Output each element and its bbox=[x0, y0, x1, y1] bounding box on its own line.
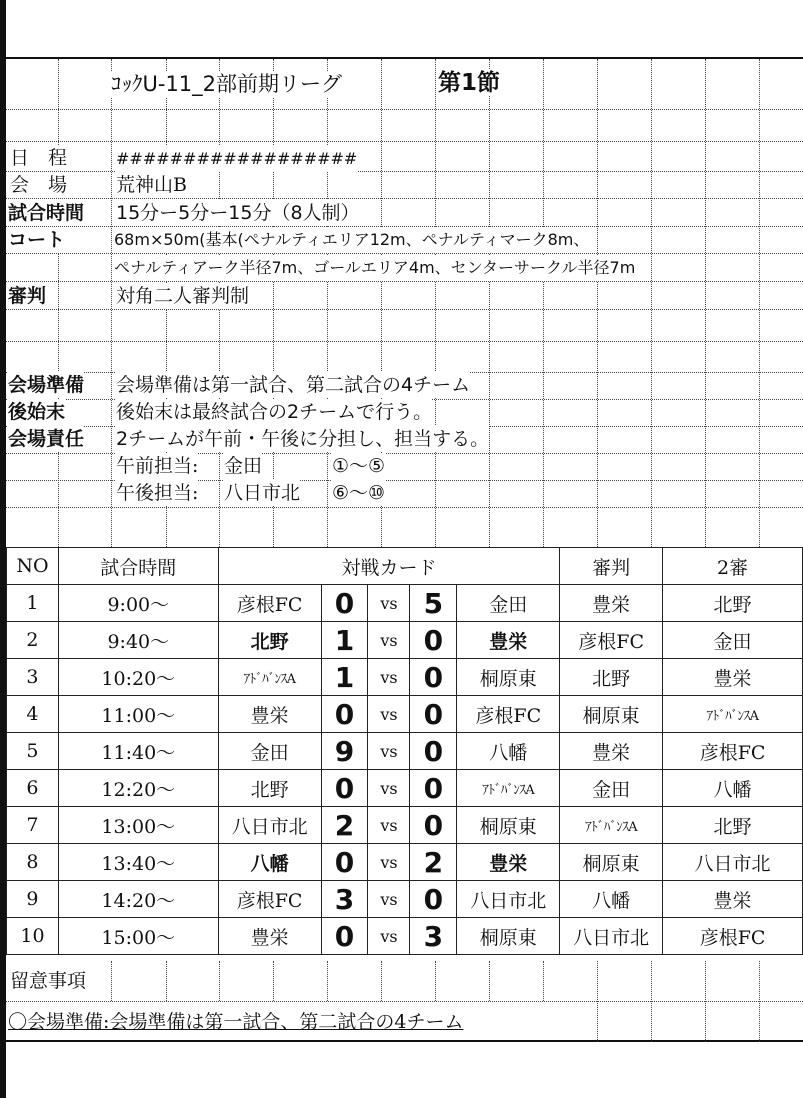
grid-line bbox=[273, 59, 274, 547]
home-team: 彦根FC bbox=[218, 881, 321, 918]
grid-line bbox=[166, 961, 167, 1001]
responsibility-value: 2チームが午前・午後に分担し、担当する。 bbox=[116, 428, 490, 450]
referee-label: 審判 bbox=[8, 285, 47, 307]
table-row bbox=[7, 881, 803, 918]
match-time: 15:00～ bbox=[58, 918, 218, 955]
vs-label: vs bbox=[368, 585, 410, 622]
vs-label: vs bbox=[368, 807, 410, 844]
court-line-1: 68m×50m(基本(ペナルティエリア12m、ペナルティマーク8m、 bbox=[114, 227, 589, 253]
vs-label: vs bbox=[368, 696, 410, 733]
referee: 豊栄 bbox=[560, 585, 663, 622]
grid-line bbox=[543, 59, 544, 547]
header-card: 対戦カード bbox=[218, 548, 560, 585]
home-score: 1 bbox=[321, 622, 368, 659]
home-team: 金田 bbox=[218, 733, 321, 770]
home-score: 0 bbox=[321, 918, 368, 955]
match-no: 4 bbox=[7, 696, 59, 733]
home-team: 豊栄 bbox=[218, 696, 321, 733]
setup-value: 会場準備は第一試合、第二試合の4チーム bbox=[116, 374, 471, 396]
home-score: 1 bbox=[321, 659, 368, 696]
round-label: 第1節 bbox=[438, 70, 506, 96]
away-team: 八幡 bbox=[457, 733, 560, 770]
grid-line bbox=[597, 59, 598, 547]
cleanup-label: 後始末 bbox=[8, 401, 66, 423]
referee: 八日市北 bbox=[560, 918, 663, 955]
notes-item: 〇会場準備:会場準備は第一試合、第二試合の4チーム bbox=[8, 1011, 464, 1033]
match-time: 12:20～ bbox=[58, 770, 218, 807]
grid-line bbox=[759, 961, 760, 1042]
match-no: 3 bbox=[7, 659, 59, 696]
match-time: 13:00～ bbox=[58, 807, 218, 844]
grid-line bbox=[111, 59, 112, 547]
grid-line bbox=[597, 961, 598, 1042]
grid-line bbox=[6, 309, 803, 310]
match-no: 8 bbox=[7, 844, 59, 881]
table-row bbox=[7, 659, 803, 696]
pm-duty-range: ⑥～⑩ bbox=[332, 482, 386, 504]
grid-line bbox=[327, 961, 328, 1001]
second-referee: 金田 bbox=[663, 622, 803, 659]
match-time: 11:40～ bbox=[58, 733, 218, 770]
referee: 豊栄 bbox=[560, 733, 663, 770]
referee-value: 対角二人審判制 bbox=[116, 285, 250, 307]
match-schedule-table bbox=[6, 547, 803, 955]
schedule-sheet bbox=[6, 57, 803, 1042]
home-team: 八幡 bbox=[218, 844, 321, 881]
home-score: 0 bbox=[321, 585, 368, 622]
second-referee: 豊栄 bbox=[663, 659, 803, 696]
page-title: ｺｯｸU-11_2部前期リーグ bbox=[111, 71, 346, 97]
grid-line bbox=[111, 961, 112, 1001]
pm-duty-label: 午後担当: bbox=[116, 482, 199, 504]
date-value: ################## bbox=[116, 146, 357, 172]
away-score: 0 bbox=[410, 659, 457, 696]
second-referee: ｱﾄﾞﾊﾞﾝｽA bbox=[663, 696, 803, 733]
venue-label: 会 場 bbox=[10, 174, 68, 196]
match-no: 6 bbox=[7, 770, 59, 807]
vs-label: vs bbox=[368, 918, 410, 955]
away-score: 0 bbox=[410, 696, 457, 733]
referee: 八幡 bbox=[560, 881, 663, 918]
pm-duty-team: 八日市北 bbox=[224, 482, 301, 504]
notes-label: 留意事項 bbox=[10, 970, 87, 992]
away-team: ｱﾄﾞﾊﾞﾝｽA bbox=[457, 770, 560, 807]
cleanup-value: 後始末は最終試合の2チームで行う。 bbox=[116, 401, 433, 423]
home-score: 3 bbox=[321, 881, 368, 918]
vs-label: vs bbox=[368, 733, 410, 770]
grid-line bbox=[705, 961, 706, 1042]
table-row bbox=[7, 622, 803, 659]
grid-line bbox=[489, 961, 490, 1001]
grid-line bbox=[58, 59, 59, 547]
home-score: 9 bbox=[321, 733, 368, 770]
match-time-label: 試合時間 bbox=[8, 202, 85, 224]
table-row bbox=[7, 918, 803, 955]
home-team: 北野 bbox=[218, 770, 321, 807]
match-no: 9 bbox=[7, 881, 59, 918]
vs-label: vs bbox=[368, 844, 410, 881]
away-team: 桐原東 bbox=[457, 807, 560, 844]
away-team: 豊栄 bbox=[457, 844, 560, 881]
venue-value: 荒神山B bbox=[116, 174, 187, 196]
referee: 北野 bbox=[560, 659, 663, 696]
am-duty-team: 金田 bbox=[224, 455, 263, 477]
court-label: コート bbox=[8, 229, 66, 251]
table-row bbox=[7, 696, 803, 733]
second-referee: 北野 bbox=[663, 807, 803, 844]
grid-line bbox=[6, 141, 803, 142]
vs-label: vs bbox=[368, 622, 410, 659]
home-score: 0 bbox=[321, 844, 368, 881]
grid-line bbox=[219, 961, 220, 1001]
match-no: 2 bbox=[7, 622, 59, 659]
grid-line bbox=[6, 507, 803, 508]
away-score: 0 bbox=[410, 770, 457, 807]
grid-line bbox=[489, 59, 490, 547]
am-duty-range: ①～⑤ bbox=[332, 455, 386, 477]
match-time: 13:40～ bbox=[58, 844, 218, 881]
notes-section bbox=[6, 961, 803, 1042]
referee: ｱﾄﾞﾊﾞﾝｽA bbox=[560, 807, 663, 844]
grid-line bbox=[705, 59, 706, 547]
home-team: 北野 bbox=[218, 622, 321, 659]
grid-line bbox=[6, 281, 803, 282]
grid-line bbox=[651, 961, 652, 1042]
am-duty-label: 午前担当: bbox=[116, 455, 199, 477]
away-score: 5 bbox=[410, 585, 457, 622]
away-score: 0 bbox=[410, 622, 457, 659]
match-time: 9:00～ bbox=[58, 585, 218, 622]
match-time: 9:40～ bbox=[58, 622, 218, 659]
table-row bbox=[7, 844, 803, 881]
date-label: 日 程 bbox=[10, 147, 68, 169]
away-team: 彦根FC bbox=[457, 696, 560, 733]
second-referee: 豊栄 bbox=[663, 881, 803, 918]
vs-label: vs bbox=[368, 659, 410, 696]
away-team: 八日市北 bbox=[457, 881, 560, 918]
header-ref2: 2審 bbox=[663, 548, 803, 585]
match-time: 14:20～ bbox=[58, 881, 218, 918]
table-header-row bbox=[7, 548, 803, 585]
away-score: 3 bbox=[410, 918, 457, 955]
match-no: 5 bbox=[7, 733, 59, 770]
grid-line bbox=[6, 109, 803, 110]
match-no: 10 bbox=[7, 918, 59, 955]
away-score: 0 bbox=[410, 881, 457, 918]
table-row bbox=[7, 770, 803, 807]
second-referee: 彦根FC bbox=[663, 918, 803, 955]
second-referee: 彦根FC bbox=[663, 733, 803, 770]
table-row bbox=[7, 807, 803, 844]
vs-label: vs bbox=[368, 770, 410, 807]
away-team: 金田 bbox=[457, 585, 560, 622]
match-time: 11:00～ bbox=[58, 696, 218, 733]
match-time: 10:20～ bbox=[58, 659, 218, 696]
referee: 彦根FC bbox=[560, 622, 663, 659]
match-no: 1 bbox=[7, 585, 59, 622]
header-time: 試合時間 bbox=[58, 548, 218, 585]
table-row bbox=[7, 733, 803, 770]
grid-line bbox=[759, 59, 760, 547]
referee: 桐原東 bbox=[560, 844, 663, 881]
home-score: 2 bbox=[321, 807, 368, 844]
second-referee: 八幡 bbox=[663, 770, 803, 807]
match-time-value: 15分ー5分ー15分（8人制） bbox=[116, 202, 360, 224]
responsibility-label: 会場責任 bbox=[8, 428, 85, 450]
home-team: 八日市北 bbox=[218, 807, 321, 844]
match-no: 7 bbox=[7, 807, 59, 844]
vs-label: vs bbox=[368, 881, 410, 918]
court-line-2: ペナルティアーク半径7m、ゴールエリア4m、センターサークル半径7m bbox=[114, 255, 635, 281]
home-team: 彦根FC bbox=[218, 585, 321, 622]
home-team: 豊栄 bbox=[218, 918, 321, 955]
away-team: 桐原東 bbox=[457, 918, 560, 955]
second-referee: 八日市北 bbox=[663, 844, 803, 881]
setup-label: 会場準備 bbox=[8, 374, 85, 396]
grid-line bbox=[6, 1001, 803, 1002]
home-score: 0 bbox=[321, 770, 368, 807]
referee: 金田 bbox=[560, 770, 663, 807]
grid-line bbox=[543, 961, 544, 1001]
grid-line bbox=[435, 59, 436, 547]
grid-line bbox=[6, 253, 803, 254]
second-referee: 北野 bbox=[663, 585, 803, 622]
header-ref: 審判 bbox=[560, 548, 663, 585]
away-score: 2 bbox=[410, 844, 457, 881]
away-team: 豊栄 bbox=[457, 622, 560, 659]
away-score: 0 bbox=[410, 807, 457, 844]
grid-line bbox=[273, 961, 274, 1001]
grid-line bbox=[651, 59, 652, 547]
header-no: NO bbox=[7, 548, 59, 585]
away-score: 0 bbox=[410, 733, 457, 770]
grid-line bbox=[435, 961, 436, 1001]
grid-line bbox=[6, 341, 803, 342]
away-team: 桐原東 bbox=[457, 659, 560, 696]
home-team: ｱﾄﾞﾊﾞﾝｽA bbox=[218, 659, 321, 696]
grid-line bbox=[6, 198, 803, 199]
home-score: 0 bbox=[321, 696, 368, 733]
table-row bbox=[7, 585, 803, 622]
grid-line bbox=[381, 961, 382, 1001]
referee: 桐原東 bbox=[560, 696, 663, 733]
grid-line bbox=[327, 59, 328, 547]
